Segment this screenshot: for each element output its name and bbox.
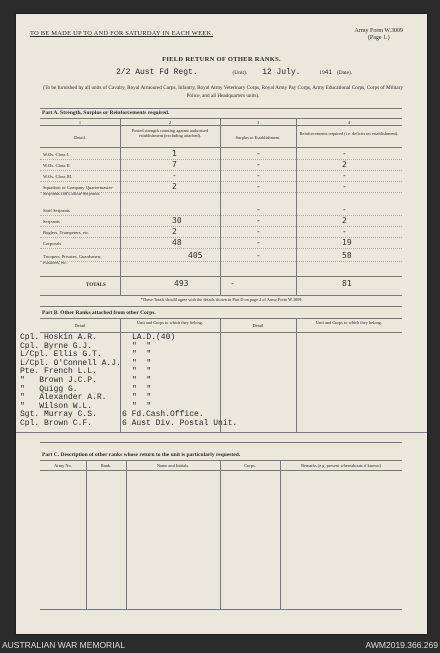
- attached-unit: " ": [132, 393, 152, 403]
- row-detail: Troopers, Privates, Guardsmen, Fusiliers, etc.: [43, 254, 102, 265]
- form-number-text: Army Form W.3009: [354, 28, 403, 34]
- attached-detail: L/Cpl. O'Connell A.J.: [20, 358, 121, 368]
- attached-detail: Pte. French L.L.: [20, 367, 97, 377]
- totals-footnote: *These Totals should agree with the details shown in Part D on page 2 of Army Form W.3009.: [140, 297, 303, 302]
- b-col-unit-2: Unit and Corps to which they belong.: [316, 320, 382, 325]
- row-posted: -: [172, 171, 177, 180]
- row-posted: 2: [172, 227, 177, 236]
- c-col-rank: Rank.: [100, 463, 112, 468]
- b-col-detail-1: Detail: [74, 323, 86, 328]
- row-detail: Buglers, Trumpeters, etc.: [43, 230, 90, 235]
- attached-detail: L/Cpl. Ellis G.T.: [20, 350, 102, 360]
- b-col-unit-1: Unit and Corps to which they belong.: [137, 320, 203, 325]
- part-b-heading: Part B. Other Ranks attached from other Corps.: [42, 310, 156, 316]
- form-title: FIELD RETURN OF OTHER RANKS.: [162, 56, 281, 63]
- row-reinf: 19: [342, 238, 352, 247]
- col-num-3: 3: [256, 120, 260, 125]
- row-reinf: 58: [342, 251, 352, 260]
- col-header-reinf: Reinforcements required (i.e. deficits on establishment).: [299, 131, 399, 136]
- col-header-detail: Detail.: [74, 135, 86, 140]
- row-reinf: -: [342, 149, 347, 158]
- b-col-detail-2: Detail: [252, 323, 264, 328]
- row-detail: W.Os. Class I.: [43, 152, 70, 157]
- row-surplus: -: [256, 216, 261, 225]
- footer-left: AUSTRALIAN WAR MEMORIAL: [2, 640, 125, 650]
- page-number-text: (Page 1.): [367, 35, 390, 41]
- row-posted: 2: [172, 182, 177, 191]
- attached-detail: Cpl. Hoskin A.R.: [20, 333, 97, 342]
- unit-value: 2/2 Aust Fd Regt.: [116, 68, 198, 77]
- row-reinf: 2: [342, 216, 347, 225]
- attached-unit: " ": [132, 358, 152, 368]
- row-posted: 7: [172, 160, 177, 169]
- totals-label: TOTALS: [86, 283, 106, 288]
- attached-detail: Sgt. Murray C.S.: [20, 410, 97, 420]
- totals-reinf: 81: [342, 279, 352, 288]
- c-col-remarks: Remarks (e.g. present whereabouts if known): [301, 463, 381, 468]
- row-surplus: -: [256, 238, 261, 247]
- attached-unit: " ": [132, 341, 152, 351]
- col-num-2: 2: [168, 120, 172, 125]
- row-detail: Squadron or Company Quartermaster-Serjeants OR Colour-Serjeants: [43, 185, 114, 196]
- row-detail: W.Os. Class II.: [43, 163, 71, 168]
- attached-detail: " Wilson W.L.: [20, 401, 93, 411]
- attached-unit: " ": [132, 376, 152, 385]
- row-posted: 405: [188, 251, 203, 260]
- row-surplus: -: [256, 160, 261, 169]
- row-surplus: -: [256, 251, 261, 260]
- attached-detail: " Quigg G.: [20, 384, 78, 394]
- col-num-4: 4: [347, 120, 351, 125]
- attached-detail: Cpl. Brown C.F.: [20, 419, 93, 428]
- attached-unit: " ": [132, 367, 152, 377]
- c-col-army-no: Army No.: [54, 463, 72, 468]
- row-surplus: -: [256, 171, 261, 180]
- row-detail: W.Os. Class III.: [43, 174, 73, 179]
- row-detail: Corporals: [43, 241, 62, 246]
- col-header-posted: Posted strength counting against authorised establishment (excluding attached).: [131, 128, 209, 138]
- row-detail: Staff Serjeants: [43, 208, 70, 213]
- unit-date-line: [116, 68, 352, 77]
- row-posted: 30: [172, 216, 182, 225]
- row-posted: 1: [172, 149, 177, 158]
- c-col-name: Name and Initials.: [156, 463, 190, 468]
- attached-detail: " Alexander A.R.: [20, 393, 107, 403]
- attached-unit: LA.D.(40): [132, 333, 176, 342]
- form-number: [354, 28, 403, 42]
- date-value: 12 July.: [262, 68, 301, 77]
- instruction-text: TO BE MADE UP TO AND FOR SATURDAY IN EACH WEEK.: [30, 30, 214, 37]
- totals-surplus: -: [230, 279, 235, 288]
- row-detail: Serjeants: [43, 219, 60, 224]
- row-surplus: -: [256, 182, 261, 191]
- attached-detail: " Brown J.C.P.: [20, 376, 97, 385]
- furnished-note: (To be furnished by all units of Cavalry, Royal Armoured Corps, Infantry, Royal Army Veterinary Corps, Royal Army Pay Corps, Army Educational Corps, Corps of Military Police, and all Headquarters units).: [42, 85, 404, 99]
- col-header-surplus: Surplus to Establishment.: [235, 135, 281, 140]
- attached-unit: 6 Aust Div. Postal Unit.: [122, 419, 238, 428]
- row-surplus: -: [256, 205, 261, 214]
- totals-posted: 493: [174, 279, 189, 288]
- row-reinf: -: [342, 227, 347, 236]
- row-reinf: -: [342, 205, 347, 214]
- row-reinf: 2: [342, 160, 347, 169]
- year-value: 41: [324, 69, 332, 76]
- row-posted: 48: [172, 238, 182, 247]
- unit-label: (Unit).: [232, 70, 248, 76]
- part-c-heading: Part C. Description of other ranks whose return to the unit is particularly requested.: [42, 452, 241, 458]
- row-surplus: -: [256, 227, 261, 236]
- row-reinf: -: [342, 182, 347, 191]
- col-num-1: 1: [78, 120, 82, 125]
- attached-unit: " ": [132, 384, 152, 394]
- footer-right: AWM2019.366.269: [365, 640, 438, 650]
- form-sheet: [16, 14, 427, 634]
- attached-detail: Cpl. Byrne G.J.: [20, 341, 93, 351]
- row-reinf: -: [342, 171, 347, 180]
- date-label: (Date).: [336, 70, 353, 76]
- attached-unit: 6 Fd.Cash.Office.: [122, 410, 204, 420]
- attached-unit: " ": [132, 401, 152, 411]
- row-surplus: -: [256, 149, 261, 158]
- year-prefix: 19: [319, 70, 325, 76]
- part-a-heading: Part A. Strength, Surplus or Reinforcements required.: [42, 110, 170, 116]
- c-col-corps: Corps.: [244, 463, 256, 468]
- attached-unit: " ": [132, 350, 152, 360]
